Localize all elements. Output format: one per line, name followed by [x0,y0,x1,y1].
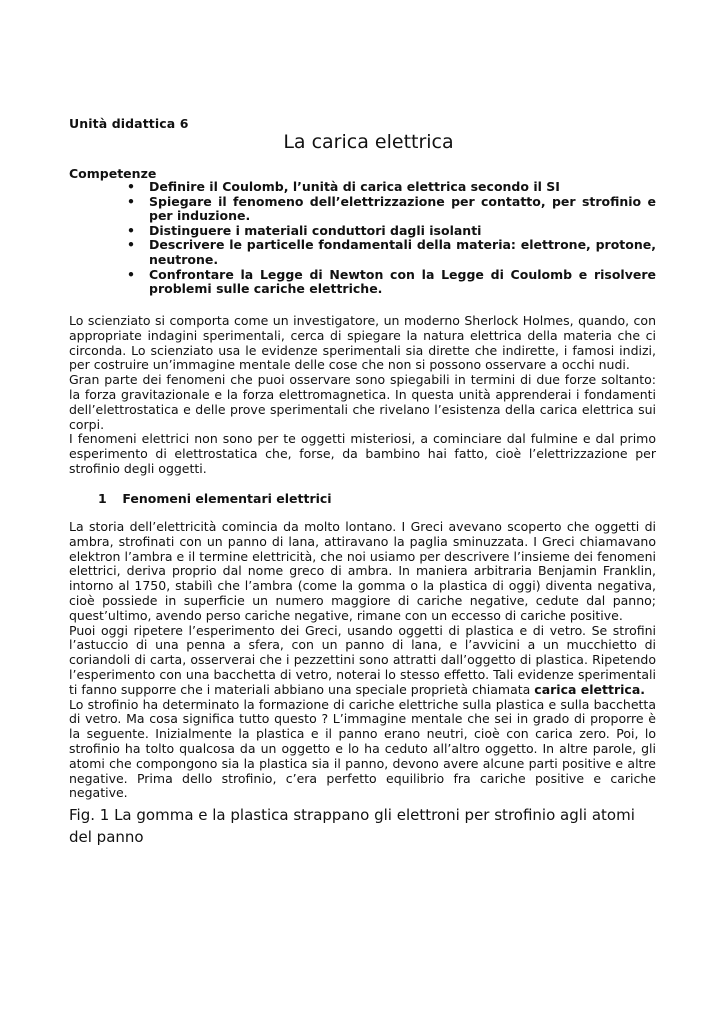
title-text: La carica elettrica [283,131,454,153]
bold-term: carica elettrica. [534,681,646,697]
section-heading [98,491,332,506]
intro-paragraph: I fenomeni elettrici non sono per te oggetti misteriosi, a cominciare dal fulmine e dal primo esperimento di elettrostatica che, forse, da bambino hai fatto, cioè l’elettrizzazione per strofinio degli oggetti. [69,431,656,476]
section-title: Fenomeni elementari elettrici [122,491,332,506]
unit-label: Unità didattica 6 [69,116,189,131]
bullet-icon: • [127,193,135,209]
competenze-list [69,180,656,297]
list-item: • Confrontare la Legge di Newton con la Legge di Coulomb e risolvere problemi sulle cariche elettriche. [127,266,656,297]
intro-section [69,314,656,477]
body-paragraph: Lo strofinio ha determinato la formazione di cariche elettriche sulla plastica e sulla bacchetta di vetro. Ma cosa significa tutto questo ? L’immagine mentale che sei in grado di proporre è la seguente. Inizialmente la plastica e il panno erano neutri, cioè con carica zero. Poi, lo strofinio ha tolto qualcosa da un oggetto e lo ha ceduto all’altro oggetto. In altre parole, gli atomi che compongono sia la plastica sia il panno, devono avere alcune parti positive e altre negative. Prima dello strofinio, c’era perfetto equilibrio fra cariche positive e cariche negative. [69,696,656,801]
list-item: • Spiegare il fenomeno dell’elettrizzazione per contatto, per strofinio e per induzione. [127,193,656,224]
page-title [69,131,656,153]
body-paragraph: Puoi oggi ripetere l’esperimento dei Greci, usando oggetti di plastica e di vetro. Se strofini l’astuccio di una penna a sfera, con un panno di lana, e l’avvicini a un mucchietto di coriandoli di carta, osserverai che i pezzettini sono attratti dall’oggetto di plastica. Ripetendo l’esperimento con una bacchetta di vetro, noterai lo stesso effetto. Tali evidenze sperimentali ti fanno supporre che i materiali abbiano una speciale proprietà chiamata carica elettrica. [69,622,656,697]
bullet-icon: • [127,222,135,238]
figure-caption: Fig. 1 La gomma e la plastica strappano gli elettroni per strofinio agli atomi del panno [69,806,635,846]
section-number: 1 [98,491,107,506]
bullet-icon: • [127,266,135,282]
list-item: • Descrivere le particelle fondamentali della materia: elettrone, protone, neutrone. [127,237,656,267]
body-section [69,520,656,801]
body-paragraph: La storia dell’elettricità comincia da molto lontano. I Greci avevano scoperto che oggetti di ambra, strofinati con un panno di lana, attiravano la paglia sminuzzata. I Greci chiamavano elektron l’ambra e il termine elettricità, che noi usiamo per descrivere l’insieme dei fenomeni elettrici, deriva proprio dal nome greco di ambra. In maniera arbitraria Benjamin Franklin, intorno al 1750, stabilì che l’ambra (come la gomma o la plastica di oggi) diventa negativa, cioè possiede in superficie un numero maggiore di cariche negative, cedute dal panno; quest’ultimo, avendo perso cariche negative, rimane con un eccesso di cariche positive. [69,519,656,623]
bullet-icon: • [127,237,135,253]
bullet-icon: • [127,179,135,194]
list-item: • Distinguere i materiali conduttori dagli isolanti [127,222,482,238]
intro-paragraph: Lo scienziato si comporta come un investigatore, un moderno Sherlock Holmes, quando, con appropriate indagini sperimentali, cerca di spiegare la natura elettrica della materia che ci circonda. Lo scienziato usa le evidenze sperimentali sia dirette che indirette, i famosi indizi, per costruire un’immagine mentale delle cose che non si possono osservare a occhi nudi. [69,313,656,373]
intro-paragraph: Gran parte dei fenomeni che puoi osservare sono spiegabili in termini di due forze soltanto: la forza gravitazionale e la forza elettromagnetica. In questa unità apprenderai i fondamenti dell’elettrostatica e delle prove sperimentali che rivelano l’esistenza della carica elettrica sui corpi. [69,372,656,432]
competenze-heading: Competenze [69,166,157,181]
list-item: • Definire il Coulomb, l’unità di carica elettrica secondo il SI [127,179,560,194]
